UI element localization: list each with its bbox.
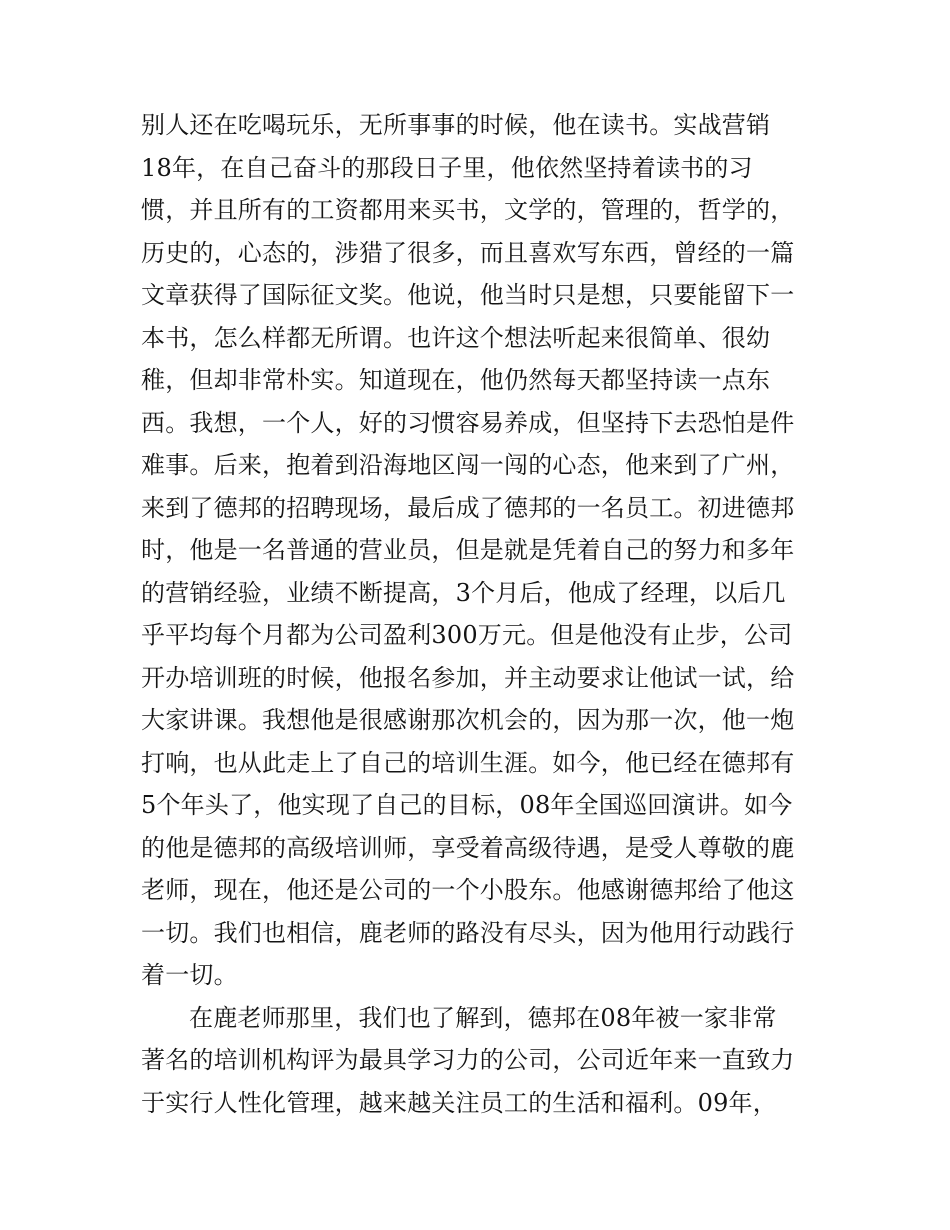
text-line: 18年，在自己奋斗的那段日子里，他依然坚持着读书的习: [141, 153, 753, 182]
text-line: 开办培训班的时候，他报名参加，并主动要求让他试一试，给: [141, 663, 795, 692]
text-line: 5个年头了，他实现了自己的目标，08年全国巡回演讲。如今: [141, 791, 793, 819]
text-line: 老师，现在，他还是公司的一个小股东。他感谢德邦给了他这: [141, 876, 795, 904]
text-line: 打响，也从此走上了自己的培训生涯。如今，他已经在德邦有: [141, 748, 795, 777]
text-line: 惯，并且所有的工资都用来买书，文学的，管理的，哲学的，: [141, 196, 795, 224]
text-line: 难事。后来，抱着到沿海地区闯一闯的心态，他来到了广州，: [141, 451, 795, 479]
text-line: 的他是德邦的高级培训师，享受着高级待遇，是受人尊敬的鹿: [141, 833, 795, 862]
paragraph-start-line: 在鹿老师那里，我们也了解到，德邦在08年被一家非常: [189, 1003, 777, 1032]
text-line: 时，他是一名普通的营业员，但是就是凭着自己的努力和多年: [141, 536, 795, 564]
text-line: 著名的培训机构评为最具学习力的公司，公司近年来一直致力: [141, 1046, 795, 1074]
text-line: 来到了德邦的招聘现场，最后成了德邦的一名员工。初进德邦: [141, 493, 795, 522]
text-line: 文章获得了国际征文奖。他说，他当时只是想，只要能留下一: [141, 281, 795, 309]
text-line: 别人还在吃喝玩乐，无所事事的时候，他在读书。实战营销: [141, 111, 771, 139]
text-line: 本书，怎么样都无所谓。也许这个想法听起来很简单、很幼: [141, 323, 771, 352]
text-line: 乎平均每个月都为公司盈利300万元。但是他没有止步，公司: [141, 621, 793, 649]
body-text: [141, 104, 821, 1124]
text-line: 的营销经验，业绩不断提高，3个月后，他成了经理，以后几: [141, 578, 786, 607]
text-line: 稚，但却非常朴实。知道现在，他仍然每天都坚持读一点东: [141, 366, 771, 394]
text-line: 大家讲课。我想他是很感谢那次机会的，因为那一次，他一炮: [141, 706, 795, 734]
text-line: 一切。我们也相信，鹿老师的路没有尽头，因为他用行动践行: [141, 918, 795, 947]
text-line: 西。我想，一个人，好的习惯容易养成，但坚持下去恐怕是件: [141, 408, 795, 437]
text-line: 历史的，心态的，涉猎了很多，而且喜欢写东西，曾经的一篇: [141, 238, 795, 267]
text-line: 于实行人性化管理，越来越关注员工的生活和福利。09年，: [141, 1088, 777, 1117]
text-line: 着一切。: [141, 961, 238, 989]
